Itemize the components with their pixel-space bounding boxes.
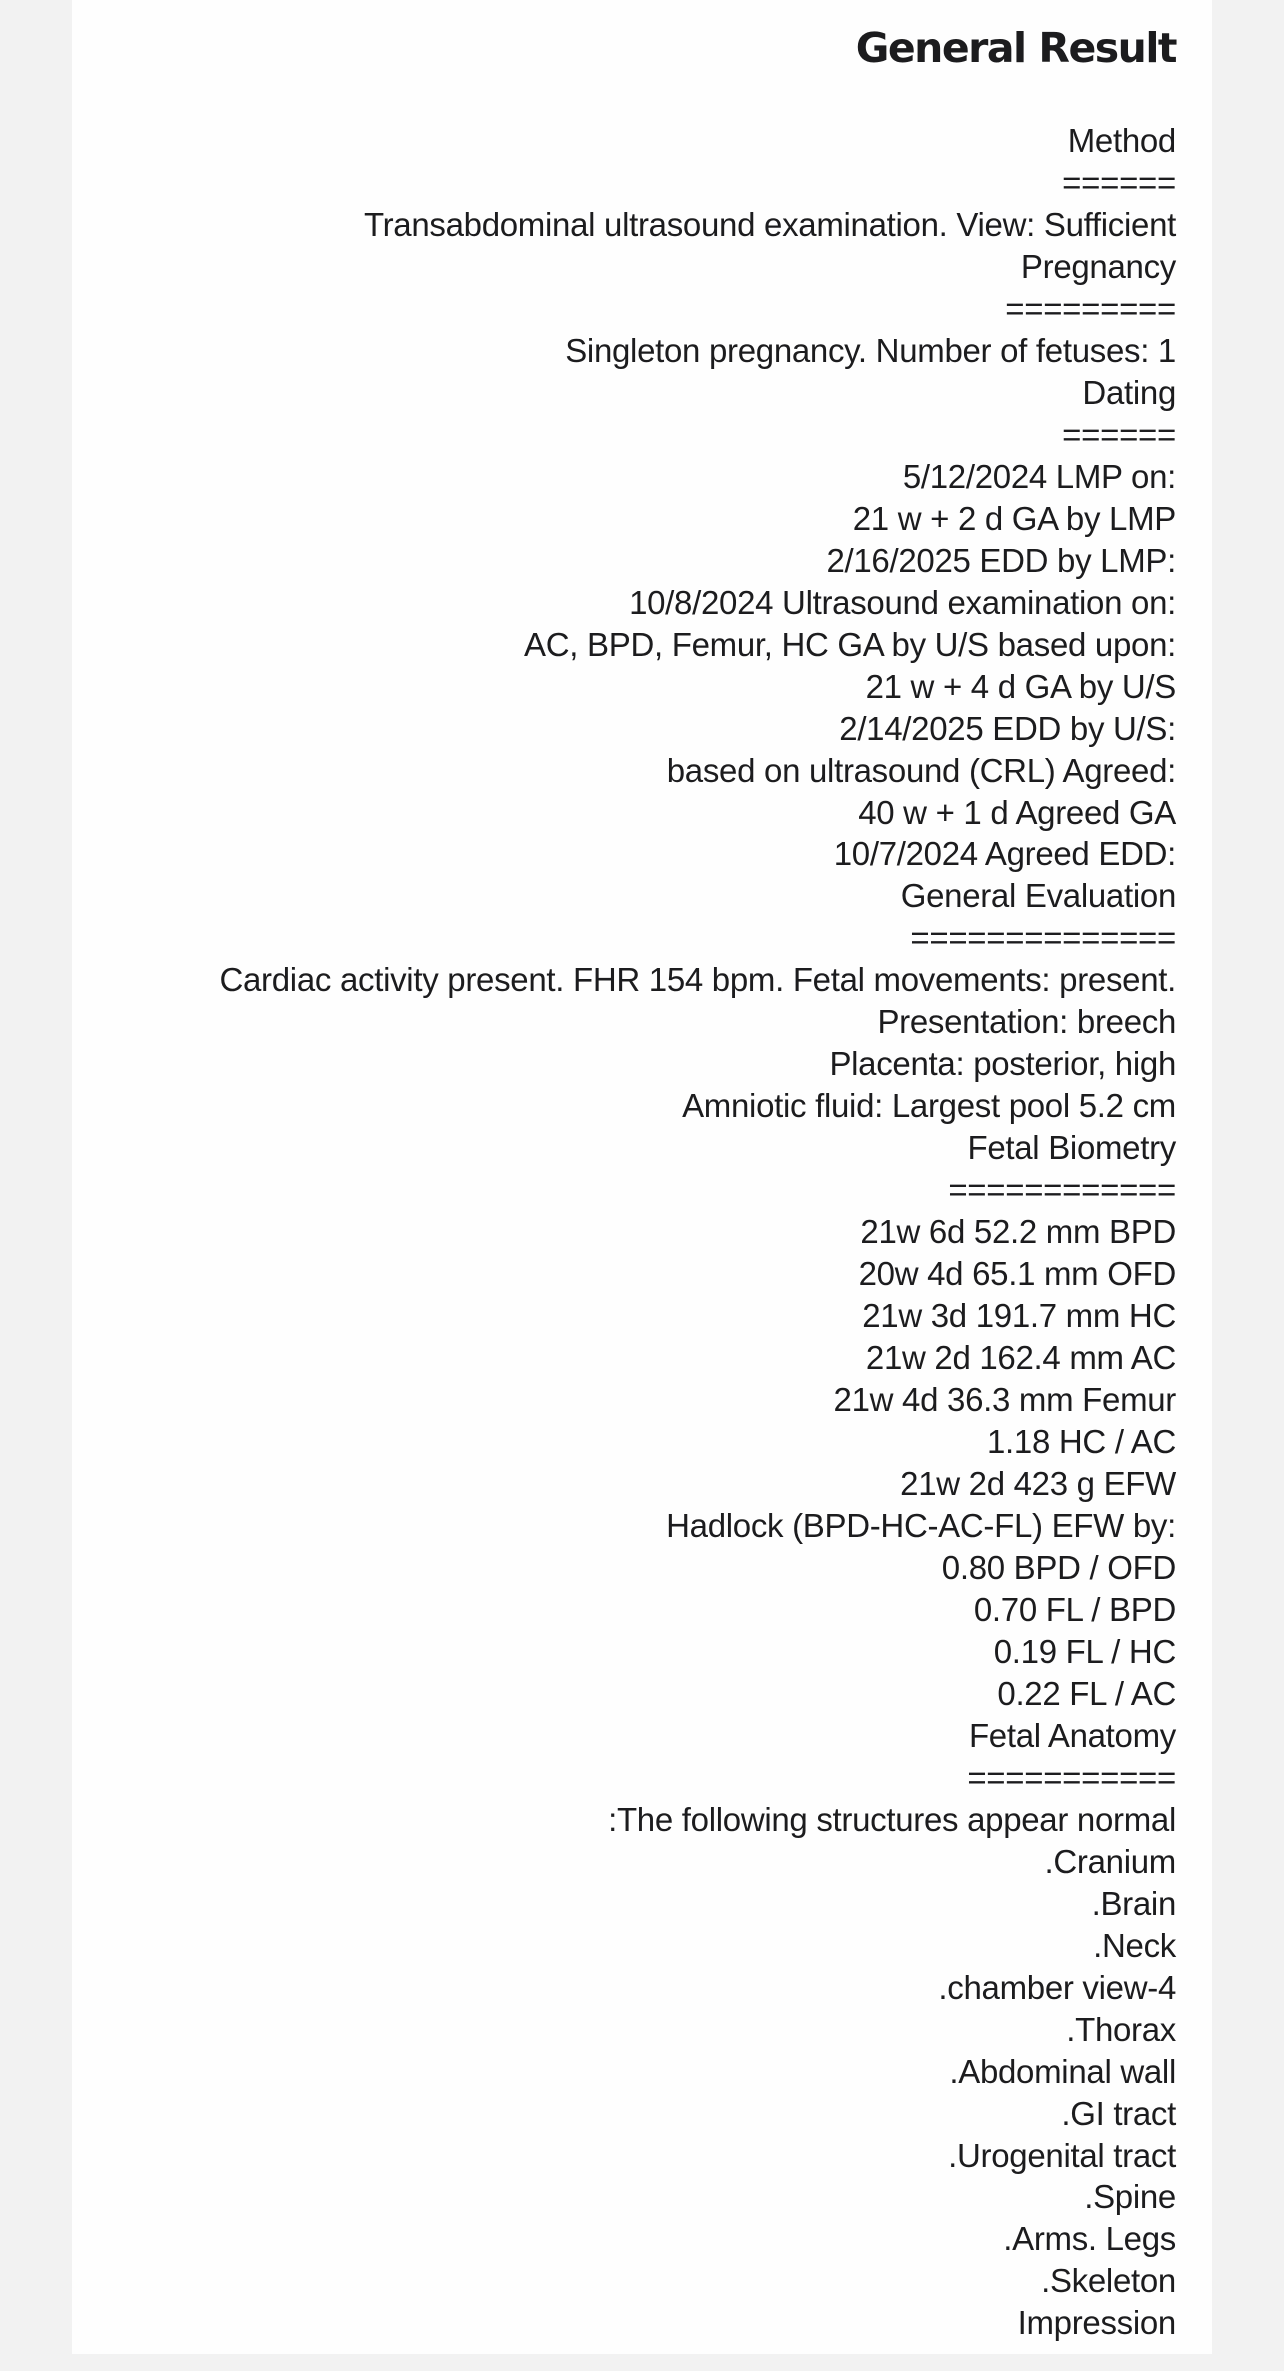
- page-title: General Result: [855, 24, 1176, 72]
- report-line: .Neck: [1093, 1926, 1176, 1964]
- report-line: AC, BPD, Femur, HC GA by U/S based upon:: [524, 625, 1176, 663]
- report-line: 0.80 BPD / OFD: [941, 1548, 1176, 1586]
- report-line: .Skeleton: [1041, 2262, 1176, 2300]
- report-line: 10/7/2024 Agreed EDD:: [833, 835, 1176, 873]
- report-line: 21w 4d 36.3 mm Femur: [833, 1381, 1176, 1419]
- report-line: Fetal Anatomy: [968, 1716, 1176, 1754]
- report-line: ======: [1062, 415, 1176, 453]
- report-line: Fetal Biometry: [967, 1129, 1176, 1167]
- report-line: 2/14/2025 EDD by U/S:: [839, 709, 1176, 747]
- report-line: .GI tract: [1061, 2094, 1176, 2132]
- report-line: ===========: [967, 1758, 1176, 1796]
- report-line: 40 w + 1 d Agreed GA: [858, 793, 1176, 831]
- report-line: .Spine: [1084, 2178, 1176, 2216]
- report-line: .Thorax: [1066, 2010, 1176, 2048]
- report-line: .Abdominal wall: [949, 2052, 1176, 2090]
- report-line: Amniotic fluid: Largest pool 5.2 cm: [682, 1087, 1176, 1125]
- report-line: 21 w + 2 d GA by LMP: [852, 499, 1176, 537]
- report-line: 21 w + 4 d GA by U/S: [865, 667, 1176, 705]
- report-line: Transabdominal ultrasound examination. View: Sufficient: [363, 205, 1176, 243]
- report-line: 0.22 FL / AC: [997, 1674, 1176, 1712]
- report-line: Singleton pregnancy. Number of fetuses: 1: [565, 331, 1176, 369]
- report-line: 0.19 FL / HC: [993, 1632, 1176, 1670]
- report-line: Hadlock (BPD-HC-AC-FL) EFW by:: [666, 1506, 1176, 1544]
- report-line: Placenta: posterior, high: [829, 1045, 1176, 1083]
- report-line: Impression: [1017, 2304, 1176, 2342]
- report-line: 1.18 HC / AC: [987, 1423, 1176, 1461]
- report-line: Method: [1067, 122, 1176, 159]
- report-line: 21w 6d 52.2 mm BPD: [860, 1213, 1176, 1251]
- report-line: .Arms. Legs: [1003, 2220, 1176, 2258]
- report-body: [72, 120, 1176, 2344]
- report-line: 2/16/2025 EDD by LMP:: [826, 541, 1176, 579]
- report-line: ==============: [910, 919, 1176, 957]
- report-line: 21w 2d 162.4 mm AC: [865, 1339, 1176, 1377]
- report-line: 10/8/2024 Ultrasound examination on:: [629, 583, 1176, 621]
- report-line: based on ultrasound (CRL) Agreed:: [666, 751, 1176, 789]
- report-line: Dating: [1082, 373, 1176, 411]
- report-line: 21w 3d 191.7 mm HC: [862, 1297, 1176, 1335]
- report-sheet: [72, 0, 1212, 2354]
- report-line: 5/12/2024 LMP on:: [902, 457, 1176, 495]
- report-line: Pregnancy: [1020, 247, 1176, 285]
- report-line: 20w 4d 65.1 mm OFD: [858, 1255, 1176, 1293]
- report-line: ============: [948, 1171, 1176, 1209]
- report-line: General Evaluation: [900, 877, 1176, 915]
- report-line: Cardiac activity present. FHR 154 bpm. Fetal movements: present.: [219, 961, 1176, 999]
- report-line: =========: [1005, 289, 1176, 327]
- report-line: .Urogenital tract: [948, 2136, 1176, 2174]
- report-line: 0.70 FL / BPD: [973, 1590, 1176, 1628]
- report-line: Presentation: breech: [877, 1003, 1176, 1041]
- report-line: 21w 2d 423 g EFW: [900, 1465, 1176, 1502]
- report-line: .Cranium: [1044, 1842, 1176, 1880]
- report-line: .chamber view-4: [938, 1968, 1176, 2006]
- report-line: ======: [1062, 163, 1176, 201]
- report-line: :The following structures appear normal: [608, 1800, 1176, 1838]
- report-line: .Brain: [1091, 1884, 1176, 1922]
